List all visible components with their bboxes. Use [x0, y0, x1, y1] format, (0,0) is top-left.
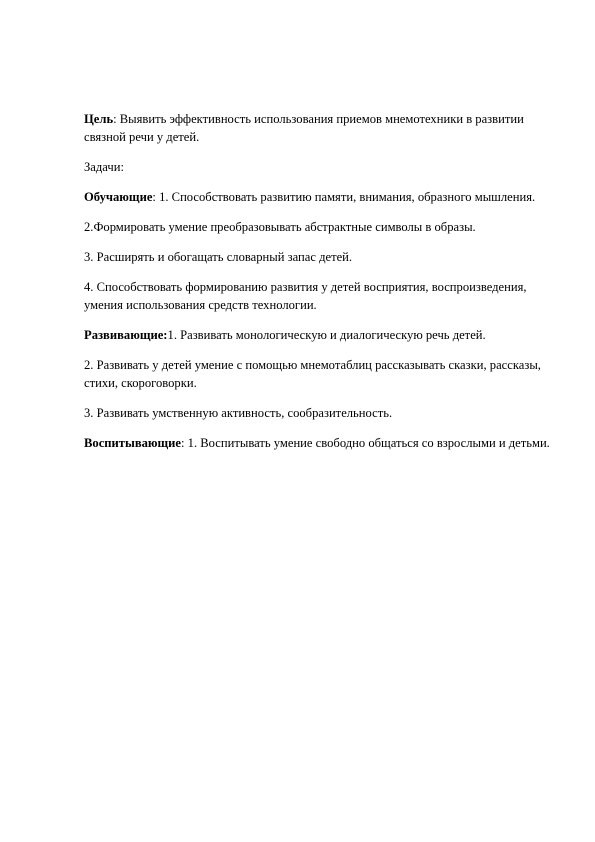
document-body	[84, 110, 554, 464]
teaching-paragraph-1	[84, 188, 554, 206]
upbringing-label: Воспитывающие	[84, 436, 182, 450]
developing-label: Развивающие:	[84, 328, 168, 342]
teaching-item-2: 2.Формировать умение преобразовывать абстрактные символы в образы.	[84, 220, 476, 234]
tasks-heading: Задачи:	[84, 160, 124, 174]
developing-item-2: 2. Развивать у детей умение с помощью мнемотаблиц рассказывать сказки, рассказы, стихи, скороговорки.	[84, 358, 541, 390]
goal-paragraph	[84, 110, 554, 146]
teaching-item-3: 3. Расширять и обогащать словарный запас детей.	[84, 250, 353, 264]
teaching-label: Обучающие	[84, 190, 153, 204]
developing-item-1: 1. Развивать монологическую и диалогическую речь детей.	[167, 328, 486, 342]
upbringing-text: : 1. Воспитывать умение свободно общаться со взрослыми и детьми.	[181, 436, 550, 450]
teaching-item-1: : 1. Способствовать развитию памяти, внимания, образного мышления.	[152, 190, 536, 204]
upbringing-paragraph	[84, 434, 554, 452]
goal-label: Цель	[84, 112, 114, 126]
developing-item-3: 3. Развивать умственную активность, сообразительность.	[84, 406, 393, 420]
developing-paragraph-1	[84, 326, 554, 344]
goal-text: : Выявить эффективность использования приемов мнемотехники в развитии связной речи у детей.	[84, 112, 524, 144]
teaching-item-4: 4. Способствовать формированию развития у детей восприятия, воспроизведения, умения использования средств технологии.	[84, 280, 527, 312]
